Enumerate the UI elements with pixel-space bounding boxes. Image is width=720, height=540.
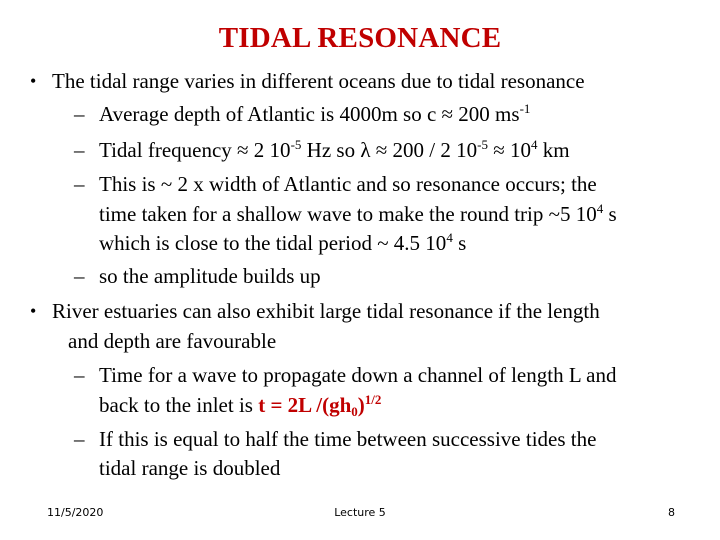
dash-marker: –: [74, 264, 85, 288]
dash-marker: –: [74, 172, 85, 196]
bullet-tidal-range: The tidal range varies in different oceans due to tidal resonance: [52, 69, 585, 93]
footer-page-number: 8: [668, 506, 675, 519]
dash-marker: –: [74, 363, 85, 387]
bullet-marker: •: [30, 301, 37, 321]
sub-resonance-line1: This is ~ 2 x width of Atlantic and so resonance occurs; the: [99, 172, 597, 196]
bullet-river-estuaries-line2: and depth are favourable: [68, 329, 277, 353]
sub-amplitude: so the amplitude builds up: [99, 264, 321, 288]
sub-tidal-frequency: Tidal frequency ≈ 2 $10^{-5}$ Hz so λ ≈ 200 / 2 $10^{-5} \approx 10^4$ km: [99, 137, 570, 162]
sub-resonance-line2: time taken for a shallow wave to make the round trip ~5 $10^4$ s: [99, 201, 617, 226]
sub-wave-time-line2: back to the inlet is t = 2L $/(gh_0)^{1/2}$: [99, 392, 382, 419]
sub-atlantic-depth: Average depth of Atlantic is 4000m so c ≈ 200 $ms^{-1}$: [99, 101, 531, 126]
slide-title: TIDAL RESONANCE: [218, 22, 502, 54]
sub-half-time-line1: If this is equal to half the time between successive tides the: [99, 427, 597, 451]
dash-marker: –: [74, 102, 85, 126]
dash-marker: –: [74, 427, 85, 451]
sub-resonance-line3: which is close to the tidal period ~ 4.5 $10^4$ s: [99, 230, 467, 255]
footer-date: 11/5/2020: [47, 506, 104, 519]
bullet-marker: •: [30, 71, 37, 91]
sub-half-time-line2: tidal range is doubled: [99, 456, 281, 480]
bullet-river-estuaries-line1: River estuaries can also exhibit large tidal resonance if the length: [52, 299, 600, 323]
sub-wave-time-line1: Time for a wave to propagate down a channel of length L and: [99, 363, 617, 387]
dash-marker: –: [74, 138, 85, 162]
formula: t = 2L $/(gh_0)^{1/2}$: [258, 392, 382, 419]
footer-lecture: Lecture 5: [334, 506, 386, 519]
